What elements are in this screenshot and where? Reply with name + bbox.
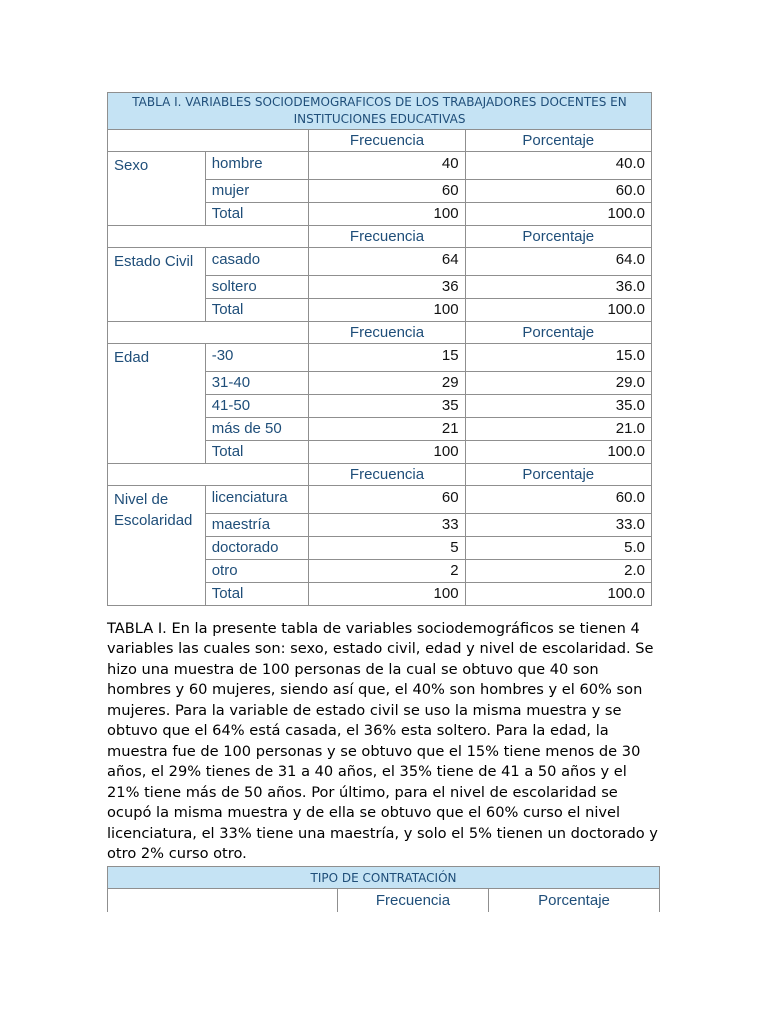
frequency-cell: 36 <box>309 276 465 299</box>
frequency-cell: 29 <box>309 372 465 395</box>
frequency-cell: 60 <box>309 486 465 514</box>
column-header-frecuencia: Frecuencia <box>309 226 465 248</box>
percentage-cell: 35.0 <box>465 395 651 418</box>
category-cell: Total <box>205 583 309 606</box>
variable-label-escolaridad: Nivel de Escolaridad <box>108 486 206 606</box>
frequency-cell: 35 <box>309 395 465 418</box>
frequency-cell: 33 <box>309 514 465 537</box>
percentage-cell: 60.0 <box>465 180 651 203</box>
percentage-cell: 60.0 <box>465 486 651 514</box>
frequency-cell: 40 <box>309 152 465 180</box>
variable-label-edad: Edad <box>108 344 206 464</box>
column-header-frecuencia: Frecuencia <box>309 464 465 486</box>
frequency-cell: 15 <box>309 344 465 372</box>
percentage-cell: 29.0 <box>465 372 651 395</box>
percentage-cell: 21.0 <box>465 418 651 441</box>
category-cell: otro <box>205 560 309 583</box>
category-cell: Total <box>205 203 309 226</box>
category-cell: más de 50 <box>205 418 309 441</box>
contract-type-table <box>107 866 660 912</box>
percentage-cell: 100.0 <box>465 203 651 226</box>
frequency-cell: 21 <box>309 418 465 441</box>
column-header-porcentaje: Porcentaje <box>465 226 651 248</box>
column-header-frecuencia: Frecuencia <box>338 889 489 913</box>
frequency-cell: 60 <box>309 180 465 203</box>
percentage-cell: 36.0 <box>465 276 651 299</box>
percentage-cell: 5.0 <box>465 537 651 560</box>
frequency-cell: 100 <box>309 441 465 464</box>
category-cell: licenciatura <box>205 486 309 514</box>
category-cell: hombre <box>205 152 309 180</box>
category-cell: mujer <box>205 180 309 203</box>
header-spacer <box>108 226 309 248</box>
table-row <box>108 344 652 372</box>
table-description-paragraph: TABLA I. En la presente tabla de variables sociodemográficos se tienen 4 variables las cuales son: sexo, estado civil, edad y nivel de escolaridad. Se hizo una muestra de 100 personas de la cual se obtuvo que 40 son hombres y 60 mujeres, siendo así que, el 40% son hombres y el 60% son mujeres. Para la variable de estado civil se uso la misma muestra y se obtuvo que el 64% está casada, el 36% esta soltero. Para la edad, la muestra fue de 100 personas y se obtuvo que el 15% tiene menos de 30 años, el 29% tienes de 31 a 40 años, el 35% tiene de 41 a 50 años y el 21% tiene más de 50 años. Por último, para el nivel de escolaridad se ocupó la misma muestra y de ella se obtuvo que el 60% curso el nivel licenciatura, el 33% tiene una maestría, y solo el 5% tienen un doctorado y otro 2% curso otro. <box>107 619 658 863</box>
table-row <box>108 248 652 276</box>
table-title: TABLA I. VARIABLES SOCIODEMOGRAFICOS DE LOS TRABAJADORES DOCENTES EN INSTITUCIONES EDUCATIVAS <box>108 93 652 130</box>
category-cell: casado <box>205 248 309 276</box>
frequency-cell: 2 <box>309 560 465 583</box>
variable-label-sexo: Sexo <box>108 152 206 226</box>
column-header-porcentaje: Porcentaje <box>465 464 651 486</box>
category-cell: -30 <box>205 344 309 372</box>
table-row <box>108 486 652 514</box>
category-cell: 31-40 <box>205 372 309 395</box>
percentage-cell: 100.0 <box>465 441 651 464</box>
variable-label-estado-civil: Estado Civil <box>108 248 206 322</box>
percentage-cell: 100.0 <box>465 299 651 322</box>
category-cell: Total <box>205 441 309 464</box>
percentage-cell: 64.0 <box>465 248 651 276</box>
column-header-frecuencia: Frecuencia <box>309 130 465 152</box>
percentage-cell: 100.0 <box>465 583 651 606</box>
table-title: TIPO DE CONTRATACIÓN <box>108 867 660 889</box>
frequency-cell: 100 <box>309 583 465 606</box>
column-header-porcentaje: Porcentaje <box>489 889 660 913</box>
category-cell: Total <box>205 299 309 322</box>
table-row <box>108 152 652 180</box>
sociodemographic-table <box>107 92 652 606</box>
column-header-porcentaje: Porcentaje <box>465 322 651 344</box>
frequency-cell: 100 <box>309 299 465 322</box>
percentage-cell: 15.0 <box>465 344 651 372</box>
category-cell: 41-50 <box>205 395 309 418</box>
column-header-porcentaje: Porcentaje <box>465 130 651 152</box>
frequency-cell: 100 <box>309 203 465 226</box>
percentage-cell: 2.0 <box>465 560 651 583</box>
percentage-cell: 33.0 <box>465 514 651 537</box>
column-header-frecuencia: Frecuencia <box>309 322 465 344</box>
header-spacer <box>108 889 338 913</box>
header-spacer <box>108 464 309 486</box>
category-cell: maestría <box>205 514 309 537</box>
header-spacer <box>108 130 309 152</box>
header-spacer <box>108 322 309 344</box>
percentage-cell: 40.0 <box>465 152 651 180</box>
category-cell: doctorado <box>205 537 309 560</box>
frequency-cell: 5 <box>309 537 465 560</box>
frequency-cell: 64 <box>309 248 465 276</box>
category-cell: soltero <box>205 276 309 299</box>
